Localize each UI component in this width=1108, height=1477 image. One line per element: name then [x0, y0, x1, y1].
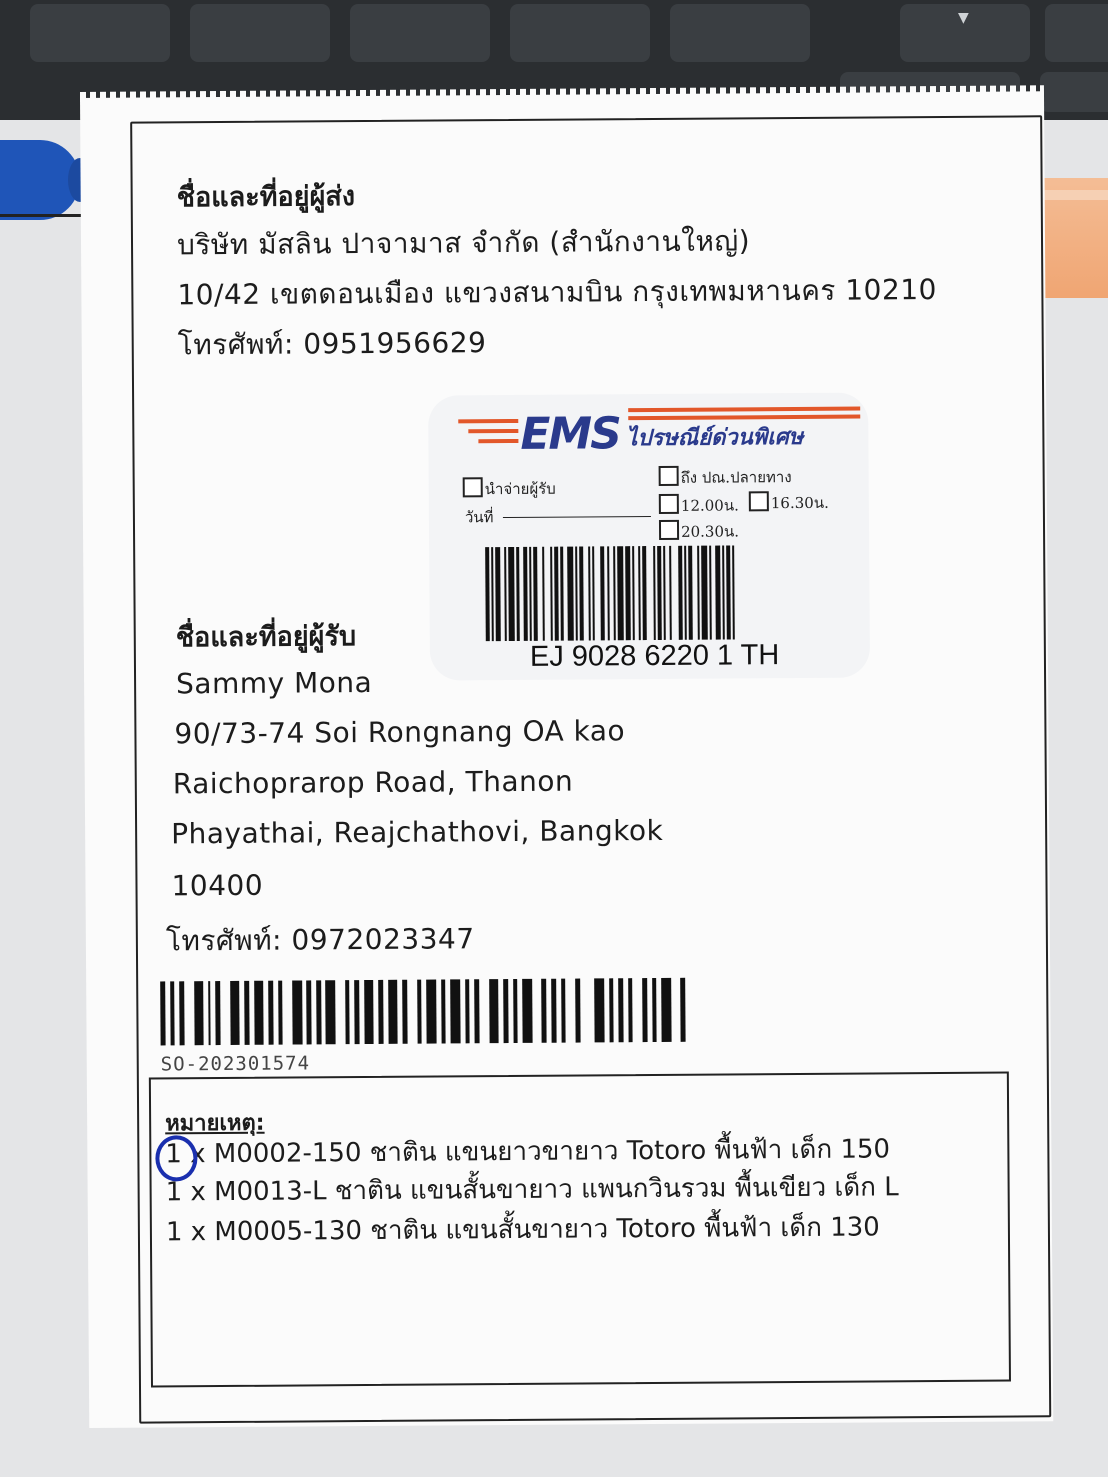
barcode-bar [489, 979, 499, 1043]
pen-circle-mark [155, 1135, 197, 1181]
barcode-bar [522, 979, 532, 1043]
sender-phone: โทรศัพท์: 0951956629 [177, 326, 487, 362]
barcode-gap [633, 978, 643, 1042]
barcode-bar [326, 980, 336, 1044]
checkbox-2030[interactable] [659, 520, 679, 540]
keyboard-key [190, 4, 330, 62]
barcode-gap [335, 980, 345, 1044]
barcode-bar [661, 978, 671, 1042]
keyboard-key [1040, 72, 1108, 112]
sender-address: 10/42 เขตดอนเมือง แขวงสนามบิน กรุงเทพมหานคร 10210 [177, 273, 938, 312]
logo-stripe [458, 419, 518, 423]
barcode-gap [220, 981, 230, 1045]
checkbox-1200[interactable] [659, 494, 679, 514]
recipient-heading: ชื่อและที่อยู่ผู้รับ [175, 621, 357, 654]
barcode-gap [580, 978, 595, 1042]
barcode-gap [565, 979, 575, 1043]
recipient-name: Sammy Mona [175, 665, 373, 701]
ems-logo [458, 407, 868, 460]
logo-stripe [468, 429, 518, 433]
shipping-label [80, 91, 1053, 1428]
barcode-gap [479, 979, 489, 1043]
sender-company: บริษัท มัสลิน ปาจามาส จำกัด (สำนักงานใหญ่) [176, 224, 751, 262]
opt-to-dest-label: ถึง ปณ.ปลายทาง [680, 468, 792, 487]
barcode-bar [254, 981, 264, 1045]
arrow-down-icon: ▼ [958, 10, 969, 26]
recipient-phone: โทรศัพท์: 0972023347 [165, 922, 475, 958]
barcode-gap [734, 545, 739, 639]
barcode-bar [426, 980, 436, 1044]
ems-box [428, 393, 870, 681]
recipient-postcode: 10400 [171, 868, 264, 903]
ems-barcode [485, 545, 832, 641]
logo-stripe [478, 439, 518, 443]
barcode-bar [194, 981, 204, 1045]
barcode-gap [407, 980, 417, 1044]
recipient-address-line3: Phayathai, Reajchathovi, Bangkok [171, 813, 664, 851]
barcode-gap [532, 979, 542, 1043]
notes-title: หมายเหตุ: [165, 1110, 265, 1137]
sender-heading: ชื่อและที่อยู่ผู้ส่ง [176, 181, 356, 214]
keyboard-key [350, 4, 490, 62]
so-number: SO-202301574 [160, 1052, 311, 1076]
tracking-number: EJ 9028 6220 1 TH [529, 639, 780, 673]
opt-pay-receiver-label: นำจ่ายผู้รับ [484, 479, 556, 499]
opt-1630-label: 16.30น. [770, 493, 829, 513]
opt-1200-label: 12.00น. [680, 496, 739, 515]
note-item: 1 x M0002-150 ชาติน แขนยาวขายาว Totoro พื้นฟ้า เด็ก 150 [165, 1134, 891, 1170]
barcode-bar [364, 980, 374, 1044]
keyboard-key [670, 4, 810, 62]
keyboard-key [510, 4, 650, 62]
notes-box [149, 1072, 1011, 1388]
opt-2030-label: 20.30น. [680, 522, 740, 541]
barcode-bar [388, 980, 398, 1044]
date-label: วันที่ [464, 508, 494, 527]
checkbox-1630[interactable] [749, 491, 769, 511]
ems-logo-thai: ไปรษณีย์ด่วนพิเศษ [626, 424, 804, 452]
barcode-bar [594, 978, 604, 1042]
barcode-gap [671, 978, 681, 1042]
barcode-gap [685, 978, 690, 1042]
barcode-gap [282, 981, 292, 1045]
keyboard-key [1045, 4, 1108, 62]
recipient-address-line2: Raichoprarop Road, Thanon [172, 764, 574, 801]
ems-logo-text: EMS [520, 408, 621, 460]
checkbox-to-dest[interactable] [659, 466, 679, 486]
barcode-gap [184, 981, 194, 1045]
checkbox-pay-receiver[interactable] [463, 477, 483, 497]
barcode-bar [230, 981, 240, 1045]
barcode-bar [450, 979, 460, 1043]
recipient-address-line1: 90/73-74 Soi Rongnang OA kao [174, 714, 626, 751]
note-item: 1 x M0005-130 ชาติน แขนสั้นขายาว Totoro พื้นฟ้า เด็ก 130 [165, 1212, 880, 1248]
date-line [503, 516, 651, 518]
order-barcode [160, 977, 808, 1046]
logo-stripe [628, 407, 860, 413]
keyboard-key [30, 4, 170, 62]
note-item: 1 x M0013-L ชาติน แขนสั้นขายาว แพนกวินรวม พื้นเขียว เด็ก L [165, 1172, 899, 1208]
barcode-bar [292, 980, 302, 1044]
